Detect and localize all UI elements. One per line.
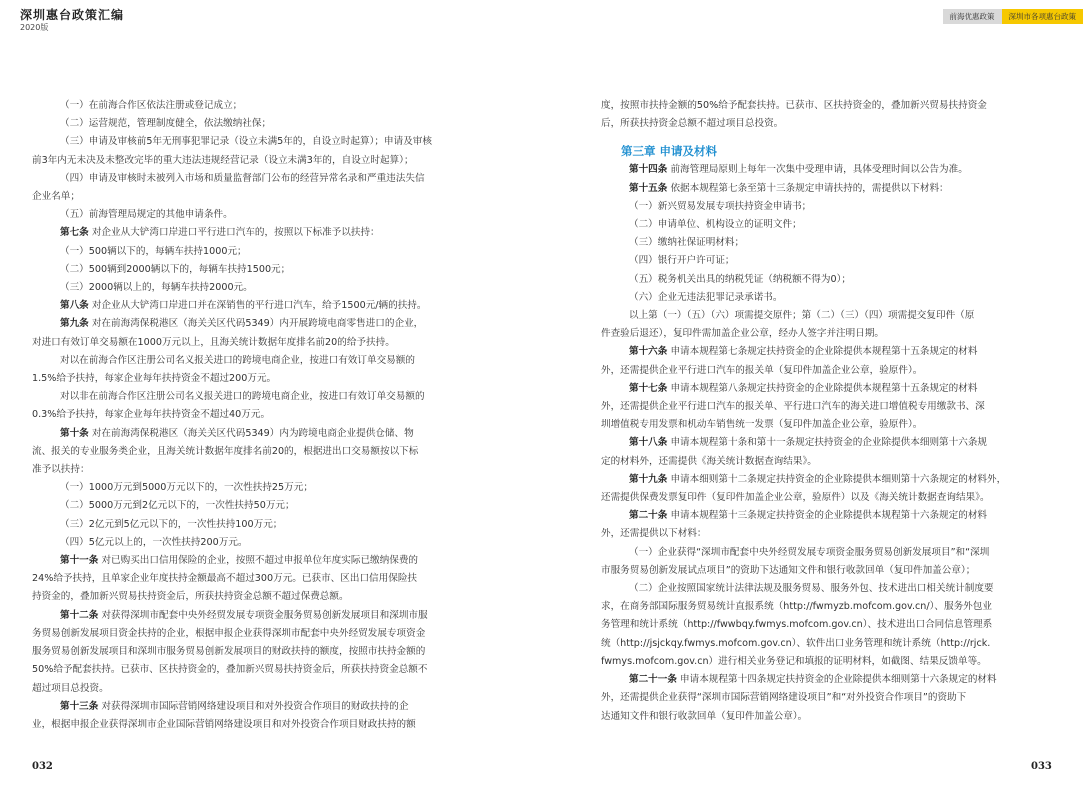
line-text: 0.3%给予扶持，每家企业每年扶持资金不超过40万元。 — [32, 409, 271, 421]
line-text: （三）2000辆以上的，每辆车扶持2000元。 — [60, 282, 253, 294]
line-text: 外，还需提供企业获得“深圳市国际营销网络建设项目”和“对外投资合作项目”的资助下 — [601, 692, 967, 704]
text-line — [601, 507, 1056, 525]
line-text: 依据本规程第七条至第十三条规定申请扶持的，需提供以下材料： — [670, 182, 949, 194]
text-line — [32, 170, 488, 188]
section-tabs — [943, 9, 1083, 24]
text-line — [601, 362, 1056, 380]
article-number: 第十四条 — [629, 164, 668, 176]
article-number: 第十条 — [60, 427, 89, 439]
article-number: 第十七条 — [629, 382, 668, 394]
text-line — [32, 243, 488, 261]
publication-year: 2020版 — [20, 23, 49, 32]
text-line — [601, 97, 1056, 115]
text-line — [32, 479, 488, 497]
line-text: 度，按照市扶持金额的50%给予配套扶持。已获市、区扶持资金的，叠加新兴贸易扶持资金 — [601, 100, 987, 111]
text-line — [32, 443, 488, 461]
line-text: 申请本规程第八条规定扶持资金的企业除提供本规程第十五条规定的材料 — [670, 382, 978, 394]
article-number: 第十五条 — [629, 182, 668, 194]
text-line — [601, 271, 1056, 289]
page-number-right: 033 — [1031, 761, 1052, 772]
text-line — [601, 398, 1056, 416]
text-line — [601, 198, 1056, 216]
line-text: 还需提供保费发票复印件（复印件加盖企业公章，验原件）以及《海关统计数据查询结果》。 — [601, 492, 990, 504]
line-text: 统（http://jsjckqy.fwmys.mofcom.gov.cn）、软件出口业务管理和统计系统（http://rjck. — [601, 637, 991, 649]
line-text: 申请本规程第七条规定扶持资金的企业除提供本规程第十五条规定的材料 — [670, 346, 978, 358]
line-text: 达通知文件和银行收款回单（复印件加盖公章）。 — [601, 710, 808, 722]
article-number: 第二十条 — [629, 510, 668, 522]
text-line — [601, 416, 1056, 434]
line-text: （三）缴纳社保证明材料； — [629, 237, 745, 249]
article-number: 第二十一条 — [629, 674, 677, 686]
line-text: （一）新兴贸易发展专项扶持资金申请书； — [629, 200, 812, 212]
text-line — [32, 315, 488, 333]
text-line — [32, 425, 488, 443]
text-line — [32, 261, 488, 279]
text-line — [601, 115, 1056, 133]
publication-title: 深圳惠台政策汇编 — [20, 8, 125, 22]
line-text: 50%给予配套扶持。已获市、区扶持资金的，叠加新兴贸易扶持资金后，所获扶持资金总额不 — [32, 664, 428, 676]
tab-qianhai-policy[interactable]: 前海优惠政策 — [943, 9, 1002, 24]
text-line — [601, 671, 1056, 689]
line-text: 对获得深圳市国际营销网络建设项目和对外投资合作项目的财政扶持的企 — [101, 700, 409, 712]
line-text: 业，根据申报企业获得深圳市企业国际营销网络建设项目和对外投资合作项目财政扶持的额 — [32, 718, 416, 730]
text-line — [32, 516, 488, 534]
text-line — [32, 133, 488, 151]
line-text: 对在前海湾保税港区（海关关区代码5349）内为跨境电商企业提供仓储、物 — [91, 427, 414, 439]
text-line — [32, 552, 488, 570]
text-line — [601, 180, 1056, 198]
text-line — [601, 307, 1056, 325]
line-text: （二）运营规范，管理制度健全，依法缴纳社保； — [60, 118, 272, 130]
line-text: 对以在前海合作区注册公司名义报关进口的跨境电商企业，按进口有效订单交易额的 — [60, 354, 415, 366]
text-line — [32, 406, 488, 424]
article-number: 第十一条 — [60, 555, 99, 567]
line-text: （一）在前海合作区依法注册或登记成立； — [60, 100, 243, 111]
text-line — [601, 616, 1056, 634]
text-line — [601, 653, 1056, 671]
text-line — [601, 635, 1056, 653]
line-text: 前3年内无未决及未整改完毕的重大违法违规经营记录（设立未满3年的，自设立时起算）； — [32, 154, 414, 166]
line-text: （四）银行开户许可证； — [629, 255, 735, 267]
text-line — [601, 161, 1056, 179]
text-line — [601, 562, 1056, 580]
text-line — [601, 598, 1056, 616]
text-line — [601, 434, 1056, 452]
chapter-heading: 第三章 申请及材料 — [621, 144, 718, 159]
text-line — [601, 689, 1056, 707]
line-text: fwmys.mofcom.gov.cn）进行相关业务登记和填报的证明材料，如截图、结果反馈单等。 — [601, 655, 987, 667]
article-number: 第十九条 — [629, 473, 668, 485]
line-text: （一）500辆以下的，每辆车扶持1000元； — [60, 245, 247, 257]
line-text: 申请本细则第十二条规定扶持资金的企业除提供本细则第十六条规定的材料外， — [670, 473, 1007, 485]
line-text: 企业名单； — [32, 191, 80, 203]
text-line — [601, 708, 1056, 726]
text-line — [601, 234, 1056, 252]
line-text: 流、报关的专业服务类企业，且海关统计数据年度排名前20的，根据进出口交易额按以下标 — [32, 445, 419, 457]
text-line — [601, 252, 1056, 270]
line-text: 以上第（一）（五）（六）项需提交原件；第（二）（三）（四）项需提交复印件（原 — [629, 310, 975, 322]
text-line — [32, 716, 488, 734]
line-text: 对获得深圳市配套中央外经贸发展专项资金服务贸易创新发展项目和深圳市服 — [101, 609, 428, 621]
line-text: 对在前海湾保税港区（海关关区代码5349）内开展跨境电商零售进口的企业， — [91, 318, 424, 330]
text-line — [32, 334, 488, 352]
text-line — [32, 279, 488, 297]
text-line — [32, 680, 488, 698]
line-text: 1.5%给予扶持，每家企业每年扶持资金不超过200万元。 — [32, 373, 277, 385]
text-line — [32, 570, 488, 588]
article-number: 第九条 — [60, 318, 89, 330]
text-line — [601, 580, 1056, 598]
text-line — [32, 352, 488, 370]
text-line — [601, 325, 1056, 343]
text-line — [32, 206, 488, 224]
line-text: （一）1000万元到5000万元以下的，一次性扶持25万元； — [60, 482, 313, 494]
text-line — [32, 461, 488, 479]
line-text: 准予以扶持： — [32, 464, 90, 476]
text-line — [32, 588, 488, 606]
tab-shenzhen-policy[interactable]: 深圳市各项惠台政策 — [1002, 9, 1083, 24]
text-line — [601, 525, 1056, 543]
line-text: 申请本规程第十三条规定扶持资金的企业除提供本规程第十六条规定的材料 — [670, 510, 988, 522]
line-text: 对企业从大铲湾口岸进口并在深销售的平行进口汽车，给予1500元/辆的扶持。 — [91, 300, 427, 312]
article-number: 第十八条 — [629, 437, 668, 449]
line-text: 对进口有效订单交易额在1000万元以上，且海关统计数据年度排名前20的给予扶持。 — [32, 336, 395, 348]
article-number: 第八条 — [60, 300, 89, 312]
line-text: 外，还需提供企业平行进口汽车的报关单（复印件加盖企业公章，验原件）。 — [601, 364, 923, 376]
text-line — [32, 661, 488, 679]
line-text: （六）企业无违法犯罪记录承诺书。 — [629, 291, 783, 303]
line-text: 申请本规程第十条和第十一条规定扶持资金的企业除提供本细则第十六条规 — [670, 437, 988, 449]
text-line — [32, 497, 488, 515]
text-line — [601, 544, 1056, 562]
line-text: 务管理和统计系统（http://fwwbqy.fwmys.mofcom.gov.cn）、技术进出口合同信息管理系 — [601, 619, 993, 631]
line-text: 对已购买出口信用保险的企业，按照不超过申报单位年度实际已缴纳保费的 — [101, 555, 419, 567]
text-line — [601, 216, 1056, 234]
article-number: 第十三条 — [60, 700, 99, 712]
left-page-text — [32, 97, 488, 734]
line-text: 圳增值税专用发票和机动车销售统一发票（复印件加盖企业公章，验原件）。 — [601, 419, 923, 431]
text-line — [32, 534, 488, 552]
text-line — [32, 97, 488, 115]
text-line — [601, 343, 1056, 361]
text-line — [601, 489, 1056, 507]
line-text: （五）税务机关出具的纳税凭证（纳税额不得为0）； — [629, 273, 851, 285]
line-text: （一）企业获得“深圳市配套中央外经贸发展专项资金服务贸易创新发展项目”和“深圳 — [629, 546, 990, 558]
line-text: 前海管理局原则上每年一次集中受理申请，具体受理时间以公告为准。 — [670, 164, 968, 176]
article-number: 第十二条 — [60, 609, 99, 621]
page-number-left: 032 — [32, 761, 53, 772]
line-text: 对企业从大铲湾口岸进口平行进口汽车的，按照以下标准予以扶持： — [91, 227, 380, 239]
line-text: 24%给予扶持，且单家企业年度扶持金额最高不超过300万元。已获市、区出口信用保险扶 — [32, 573, 418, 585]
text-line — [32, 388, 488, 406]
line-text: 服务贸易创新发展项目和深圳市服务贸易创新发展项目的财政扶持的额度，按照市扶持金额的 — [32, 646, 426, 658]
text-line — [32, 152, 488, 170]
line-text: （三）申请及审核前5年无刑事犯罪记录（设立未满5年的，自设立时起算）；申请及审核 — [60, 136, 432, 148]
right-page-text — [601, 97, 1056, 726]
line-text: 超过项目总投资。 — [32, 682, 109, 694]
line-text: 市服务贸易创新发展试点项目”的资助下达通知文件和银行收款回单（复印件加盖公章）； — [601, 564, 976, 576]
text-line — [601, 380, 1056, 398]
line-text: 求，在商务部国际服务贸易统计直报系统（http://fwmyzb.mofcom.gov.cn/）、服务外包业 — [601, 601, 992, 613]
line-text: 持资金的，叠加新兴贸易扶持资金后，所获扶持资金总额不超过保费总额。 — [32, 591, 349, 603]
text-line — [601, 453, 1056, 471]
text-line — [32, 698, 488, 716]
article-number: 第十六条 — [629, 346, 668, 358]
line-text: （二）企业按照国家统计法律法规及服务贸易、服务外包、技术进出口相关统计制度要 — [629, 583, 994, 595]
line-text: 后，所获扶持资金总额不超过项目总投资。 — [601, 118, 784, 130]
line-text: （三）2亿元到5亿元以下的，一次性扶持100万元； — [60, 518, 283, 530]
line-text: 外，还需提供以下材料： — [601, 528, 707, 540]
text-line — [601, 471, 1056, 489]
line-text: （二）5000万元到2亿元以下的，一次性扶持50万元； — [60, 500, 295, 512]
text-line — [32, 625, 488, 643]
line-text: （四）5亿元以上的，一次性扶持200万元。 — [60, 536, 248, 548]
line-text: 申请本规程第十四条规定扶持资金的企业除提供本细则第十六条规定的材料 — [680, 674, 997, 686]
line-text: （二）500辆到2000辆以下的，每辆车扶持1500元； — [60, 263, 291, 275]
article-number: 第七条 — [60, 227, 89, 239]
line-text: （四）申请及审核时未被列入市场和质量监督部门公布的经营异常名录和严重违法失信 — [60, 172, 425, 184]
text-line — [32, 643, 488, 661]
text-line — [32, 224, 488, 242]
line-text: 外，还需提供企业平行进口汽车的报关单、平行进口汽车的海关进口增值税专用缴款书、深 — [601, 401, 985, 413]
text-line — [601, 289, 1056, 307]
line-text: 对以非在前海合作区注册公司名义报关进口的跨境电商企业，按进口有效订单交易额的 — [60, 391, 425, 403]
text-line — [32, 115, 488, 133]
line-text: 务贸易创新发展项目资金扶持的企业，根据申报企业获得深圳市配套中央外经贸发展专项资金 — [32, 627, 426, 639]
line-text: 定的材料外，还需提供《海关统计数据查询结果》。 — [601, 455, 817, 467]
line-text: （五）前海管理局规定的其他申请条件。 — [60, 209, 233, 221]
line-text: （二）申请单位、机构设立的证明文件； — [629, 219, 802, 231]
text-line — [32, 607, 488, 625]
text-line — [32, 297, 488, 315]
text-line — [32, 188, 488, 206]
line-text: 件查验后退还），复印件需加盖企业公章，经办人签字并注明日期。 — [601, 328, 885, 340]
text-line — [32, 370, 488, 388]
